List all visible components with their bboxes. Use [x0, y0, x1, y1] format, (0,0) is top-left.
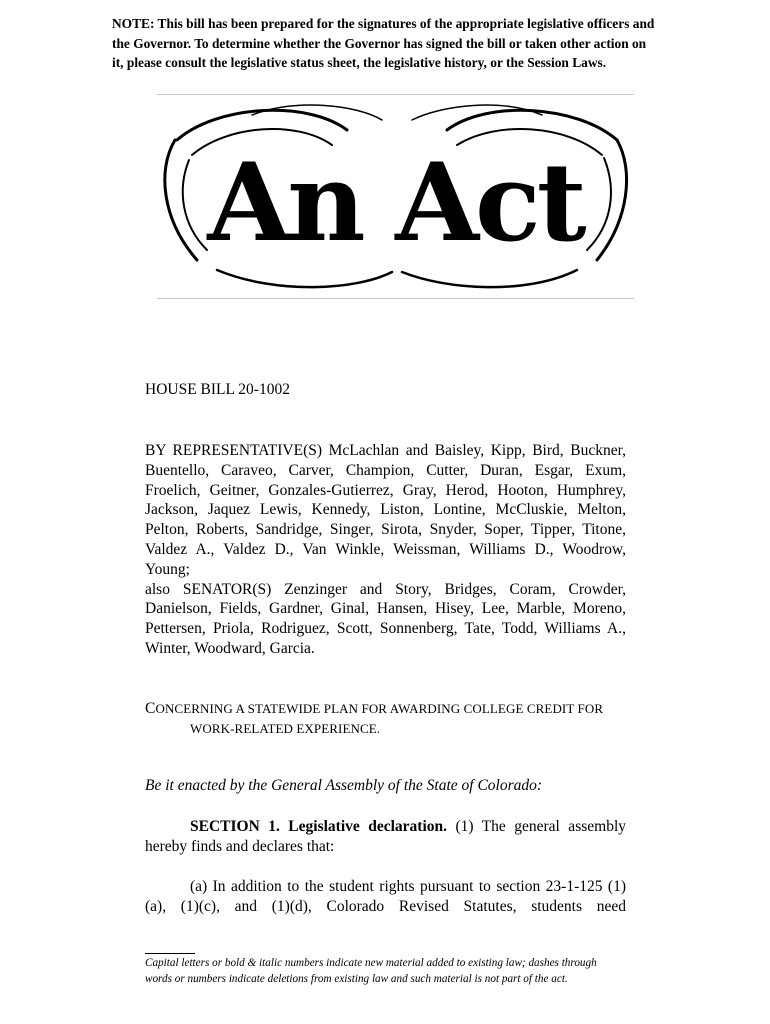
bill-number: HOUSE BILL 20-1002: [145, 381, 290, 398]
an-act-flourish-icon: [157, 100, 634, 295]
enacting-clause: Be it enacted by the General Assembly of the State of Colorado:: [145, 777, 543, 794]
bill-title-initial: C: [145, 700, 156, 717]
bill-title-line2: WORK-RELATED EXPERIENCE.: [190, 721, 381, 736]
an-act-banner: [157, 100, 634, 295]
section-1-heading: SECTION 1. Legislative declaration.: [190, 818, 447, 835]
footnote-rule: [145, 953, 195, 954]
banner-text: An Act: [207, 140, 583, 266]
sponsors-block: [145, 441, 626, 659]
signature-note: NOTE: This bill has been prepared for the signatures of the appropriate legislative officers and the Governor. To determine whether the Governor has signed the bill or taken other action on it, please consult the legislative status sheet, the legislative history, or the Session Laws.: [112, 16, 655, 70]
footnote: Capital letters or bold & italic numbers indicate new material added to existing law; dashes through words or numbers indicate deletions from existing law and such material is not part of the act.: [145, 957, 597, 986]
paragraph-a-text: (a) In addition to the student rights pursuant to section 23-1-125 (1)(a), (1)(c), and (1)(d), Colorado Revised Statutes, students need: [145, 878, 626, 915]
bill-title: [145, 699, 627, 739]
paragraph-a: [145, 877, 626, 917]
banner-top-rule: [157, 94, 634, 95]
banner-bottom-rule: [157, 298, 634, 299]
bill-title-line1: ONCERNING A STATEWIDE PLAN FOR AWARDING COLLEGE CREDIT FOR: [155, 701, 604, 716]
section-1-text: (1) The general assembly hereby finds and declares that:: [145, 818, 626, 855]
senators-list: also SENATOR(S) Zenzinger and Story, Bridges, Coram, Crowder, Danielson, Fields, Gardner, Ginal, Hansen, Hisey, Lee, Marble, Moreno, Pettersen, Priola, Rodriguez, Scott, Sonnenberg, Tate, Todd, Williams A., Winter, Woodward, Garcia.: [145, 580, 626, 657]
representatives-list: BY REPRESENTATIVE(S) McLachlan and Baisley, Kipp, Bird, Buckner, Buentello, Caraveo, Carver, Champion, Cutter, Duran, Esgar, Exum, Froelich, Geitner, Gonzales-Gutierrez, Gray, Herod, Hooton, Humphrey, Jackson, Jaquez Lewis, Kennedy, Liston, Lontine, McCluskie, Melton, Pelton, Roberts, Sandridge, Singer, Sirota, Snyder, Soper, Tipper, Titone, Valdez A., Valdez D., Van Winkle, Weissman, Williams D., Woodrow, Young;: [145, 442, 626, 578]
section-1: [145, 817, 626, 857]
